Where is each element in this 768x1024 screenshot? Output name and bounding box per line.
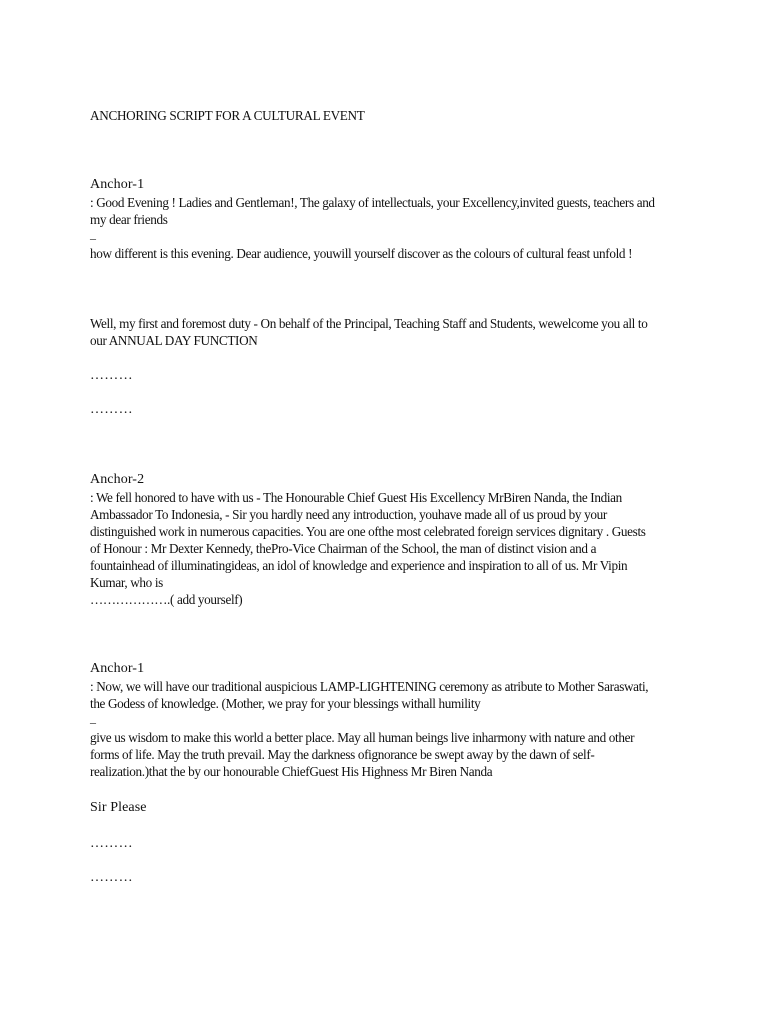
dash-line: – xyxy=(90,231,96,245)
dash-line: – xyxy=(90,715,96,729)
ellipsis: ……… xyxy=(90,368,133,383)
text-line: how different is this evening. Dear audience, youwill yourself discover as the colours of cultural feast unfold ! xyxy=(90,246,633,261)
ellipsis: ……… xyxy=(90,836,133,851)
text-line: Kumar, who is xyxy=(90,575,163,590)
speaker-label: Anchor-1 xyxy=(90,661,145,676)
speaker-label: Anchor-2 xyxy=(90,472,145,487)
text-line: forms of life. May the truth prevail. May the darkness ofignorance be swept away by the dawn of self- xyxy=(90,747,595,762)
speaker-label: Anchor-1 xyxy=(90,177,145,192)
text-line: my dear friends xyxy=(90,212,168,227)
closing-line: Sir Please xyxy=(90,800,147,815)
text-line: : Good Evening ! Ladies and Gentleman!, The galaxy of intellectuals, your Excellency,invited guests, teachers and xyxy=(90,195,655,210)
text-line: of Honour : Mr Dexter Kennedy, thePro-Vice Chairman of the School, the man of distinct vision and a xyxy=(90,541,597,556)
text-line: ……………….( add yourself) xyxy=(90,592,243,607)
ellipsis: ……… xyxy=(90,870,133,885)
text-line: fountainhead of illuminatingideas, an idol of knowledge and experience and inspiration to all of us. Mr Vipin xyxy=(90,558,628,573)
text-line: the Godess of knowledge. (Mother, we pray for your blessings withall humility xyxy=(90,696,481,711)
text-line: realization.)that the by our honourable ChiefGuest His Highness Mr Biren Nanda xyxy=(90,764,493,779)
document-title: ANCHORING SCRIPT FOR A CULTURAL EVENT xyxy=(90,108,365,123)
text-line: Ambassador To Indonesia, - Sir you hardly need any introduction, youhave made all of us proud by your xyxy=(90,507,607,522)
text-line: Well, my first and foremost duty - On behalf of the Principal, Teaching Staff and Students, wewelcome you all to xyxy=(90,316,648,331)
text-line: distinguished work in numerous capacities. You are one ofthe most celebrated foreign services dignitary . Guests xyxy=(90,524,646,539)
text-line: : Now, we will have our traditional auspicious LAMP-LIGHTENING ceremony as atribute to Mother Saraswati, xyxy=(90,679,649,694)
text-line: : We fell honored to have with us - The Honourable Chief Guest His Excellency MrBiren Nanda, the Indian xyxy=(90,490,622,505)
text-line: give us wisdom to make this world a better place. May all human beings live inharmony with nature and other xyxy=(90,730,635,745)
text-line: our ANNUAL DAY FUNCTION xyxy=(90,333,258,348)
ellipsis: ……… xyxy=(90,402,133,417)
